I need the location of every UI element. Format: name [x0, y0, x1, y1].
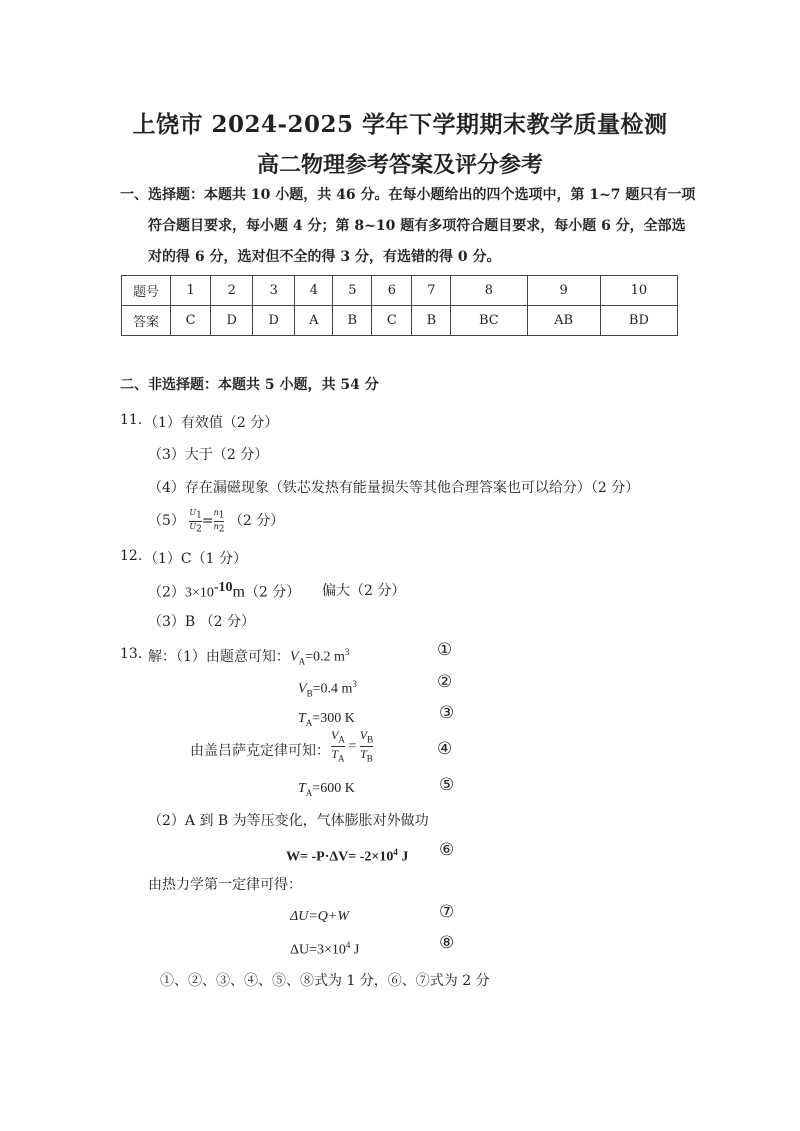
q11-part4: （4）存在漏磁现象（铁芯发热有能量损失等其他合理答案也可以给分）（2 分） — [148, 480, 640, 496]
q13-eq8 — [290, 940, 359, 959]
q13-eq8-exponent: 4 — [345, 940, 351, 950]
table-cell: BC — [451, 306, 527, 336]
q12-part2-label: （2） — [148, 584, 185, 601]
q13-part2: （2）A 到 B 为等压变化，气体膨胀对外做功 — [148, 813, 429, 829]
section2-heading: 二、非选择题：本题共 5 小题，共 54 分 — [120, 377, 379, 393]
q11-part5: （5） $\frac{U_1}{U_2}$ = $\frac{n_1}{n_2}$ （2 分） — [148, 508, 285, 535]
q13-eq8-value: ΔU=3×10 — [290, 942, 346, 958]
q11-part3: （3）大于（2 分） — [148, 447, 269, 463]
turns-ratio-formula: $\frac{n_1}{n_2}$ — [213, 508, 225, 535]
q13-eq3: $T_A=300$ K — [298, 711, 355, 728]
section1-line2: 符合题目要求，每小题 4 分；第 8~10 题有多项符合题目要求，每小题 6 分，全部选 — [148, 218, 686, 234]
q13-eq8-unit: J — [350, 942, 360, 958]
section1-line3: 对的得 6 分，选对但不全的得 3 分，有选错的得 0 分。 — [148, 249, 501, 265]
q13-eq7: ΔU=Q+W — [290, 909, 349, 924]
q11-part5-label: （5） — [148, 513, 185, 530]
mark-5: ⑤ — [439, 775, 455, 795]
q13-law: 由盖吕萨克定律可知： — [190, 743, 330, 759]
q13-thermo: 由热力学第一定律可得： — [148, 877, 302, 893]
page-title: 上饶市 2024-2025 学年下学期期末教学质量检测 — [132, 111, 668, 138]
table-cell: 4 — [295, 276, 333, 306]
q13-eq6 — [286, 847, 408, 866]
answer-table — [121, 275, 678, 336]
mark-8: ⑧ — [439, 933, 455, 953]
q12-part2-unit: m — [232, 583, 245, 601]
q13-intro: 解：（1）由题意可知： — [148, 649, 290, 665]
page-subtitle: 高二物理参考答案及评分参考 — [256, 152, 543, 178]
q13-number: 13. — [120, 646, 143, 662]
q13-eq6-exponent: 4 — [393, 847, 398, 857]
q12-part3: （3）B （2 分） — [148, 614, 256, 630]
q12-part2-extra: 偏大（2 分） — [322, 583, 406, 599]
table-cell: 6 — [372, 276, 412, 306]
q11-part1: （1）有效值（2 分） — [144, 415, 279, 431]
q13-eq1: $V_A=0.2$ $m^3$ — [290, 647, 350, 667]
mark-2: ② — [437, 672, 453, 692]
table-cell: 10 — [600, 276, 677, 306]
q13-eq2: $V_B=0.4$ $m^3$ — [298, 679, 357, 699]
table-cell: C — [372, 306, 412, 336]
mark-4: ④ — [437, 739, 453, 759]
q13-scoring: ①、②、③、④、⑤、⑧式为 1 分，⑥、⑦式为 2 分 — [160, 973, 490, 989]
q13-eq6-value: W= -P·ΔV= -2×10 — [286, 849, 394, 865]
section1-line1: 一、选择题：本题共 10 小题，共 46 分。在每小题给出的四个选项中，第 1~7 题只有一项 — [120, 187, 696, 203]
table-cell: 3 — [253, 276, 295, 306]
q12-number: 12. — [120, 548, 143, 564]
voltage-ratio-formula: $\frac{U_1}{U_2}$ — [189, 508, 202, 535]
q11-part5-score: （2 分） — [228, 513, 285, 530]
q13-eq5: $T_A=600$ K — [298, 781, 355, 798]
table-row-answers — [122, 306, 678, 336]
q12-part2 — [148, 580, 300, 602]
mark-6: ⑥ — [439, 840, 455, 860]
table-cell: B — [333, 306, 372, 336]
q13-eq1-value: =0.2 m — [305, 649, 345, 665]
q13-eq2-value: =0.4 m — [312, 681, 353, 697]
table-cell: A — [295, 306, 333, 336]
table-cell: D — [211, 306, 253, 336]
mark-7: ⑦ — [439, 902, 455, 922]
q12-part1: （1）C（1 分） — [144, 551, 247, 567]
table-cell: D — [253, 306, 295, 336]
table-cell: 8 — [451, 276, 527, 306]
table-cell: 9 — [527, 276, 600, 306]
table-row-numbers — [122, 276, 678, 306]
q13-eq6-unit: J — [397, 849, 409, 865]
fraction-b: $\frac{V_B}{T_B}$ — [359, 728, 374, 764]
q11-number: 11. — [120, 412, 143, 428]
table-cell: 1 — [171, 276, 211, 306]
q13-eq5-value: =600 K — [312, 781, 355, 796]
table-cell: AB — [527, 306, 600, 336]
table-cell: 2 — [211, 276, 253, 306]
row-label-number: 题号 — [122, 276, 171, 306]
table-cell: C — [171, 306, 211, 336]
row-label-answer: 答案 — [122, 306, 171, 336]
q12-part2-exponent: -10 — [213, 580, 233, 595]
q12-part2-score: （2 分） — [244, 584, 301, 601]
fraction-a: $\frac{V_A}{T_A}$ — [331, 728, 345, 764]
table-cell: B — [412, 306, 451, 336]
q12-part2-value: 3×10 — [184, 585, 214, 601]
q13-eq3-value: =300 K — [312, 711, 355, 726]
table-cell: 5 — [333, 276, 372, 306]
gay-lussac-formula: $\frac{V_A}{T_A}$ = $\frac{V_B}{T_B}$ — [331, 728, 374, 764]
mark-3: ③ — [439, 703, 455, 723]
table-cell: 7 — [412, 276, 451, 306]
table-cell: BD — [600, 306, 677, 336]
mark-1: ① — [437, 640, 453, 660]
